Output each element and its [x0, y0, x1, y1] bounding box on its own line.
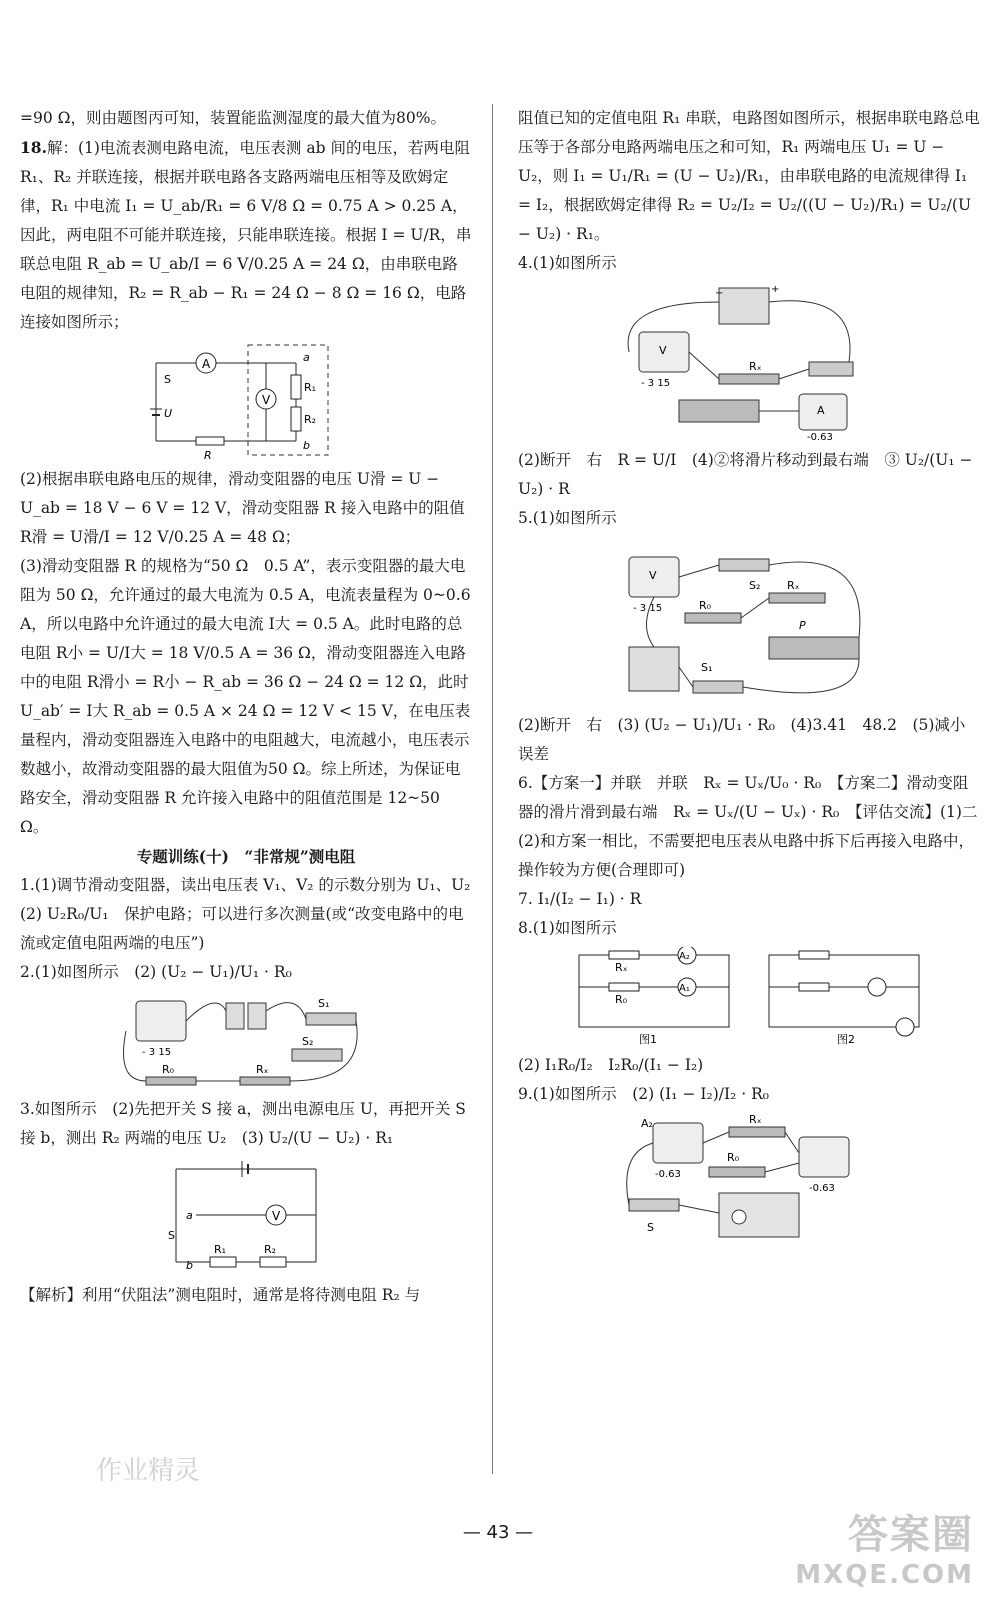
voltmeter-label: V: [649, 569, 657, 582]
ammeter-a2-label: A₂: [679, 951, 690, 962]
circuit-diagram-9: [619, 1113, 879, 1253]
figure-caption-1: 图1: [639, 1033, 657, 1046]
rx-label: Rₓ: [749, 1113, 762, 1126]
question-1: 1.(1)调节滑动变阻器，读出电压表 V₁、V₂ 的示数分别为 U₁、U₂ (2) U₂R₀/U₁ 保护电路；可以进行多次测量(或“改变电路中的电流或定值电阻两端的电压”): [20, 876, 486, 952]
voltmeter-scale: - 3 15: [142, 1047, 172, 1058]
question-9: 9.(1)如图所示 (2) (I₁ − I₂)/I₂ · R₀: [518, 1085, 769, 1103]
source-label: U: [164, 407, 173, 420]
question-5-answers: (2)断开 右 (3) (U₂ − U₁)/U₁ · R₀ (4)3.41 48.2 (5)减小误差: [518, 716, 966, 763]
ammeter-a1-label: A₁: [679, 983, 690, 994]
voltmeter-label: V: [659, 344, 667, 357]
question-18-part2: (2)根据串联电路电压的规律，滑动变阻器的电压 U滑 = U − U_ab = 18 V − 6 V = 12 V，滑动变阻器 R 接入电路中的阻值 R滑 = U滑/I = 12 V/0.25 A = 48 Ω；: [20, 470, 465, 546]
question-4: 4.(1)如图所示: [518, 254, 617, 272]
left-column: [20, 104, 486, 1310]
r2-label: R₂: [304, 413, 317, 426]
rheostat-label: R: [204, 449, 212, 461]
circuit-diagram-18: [136, 341, 356, 461]
rx-label: Rₓ: [787, 579, 800, 592]
column-divider: [492, 104, 493, 1474]
circuit-diagram-3: [156, 1157, 336, 1277]
node-b-label: b: [186, 1259, 193, 1272]
figure-8-2: [769, 951, 919, 1046]
slider-p-label: P: [799, 619, 806, 632]
rx-label: Rₓ: [615, 961, 628, 974]
voltmeter-scale: - 3 15: [633, 603, 663, 614]
rx-label: Rₓ: [749, 360, 762, 373]
r2-label: R₂: [264, 1243, 277, 1256]
question-4-answers: (2)断开 右 R = U/I (4)②将滑片移动到最右端 ③ U₂/(U₁ − U₂) · R: [518, 451, 973, 498]
site-watermark: [795, 1503, 974, 1590]
circuit-diagram-2: [106, 991, 386, 1091]
question-18-part1: [20, 133, 472, 337]
r1-label: R₁: [214, 1243, 227, 1256]
circuit-diagram-4: [619, 282, 879, 442]
ammeter-label: A: [202, 357, 211, 371]
battery-minus: −: [715, 288, 724, 299]
circuit-diagram-5: [619, 537, 879, 707]
voltmeter-scale: - 3 15: [641, 378, 671, 389]
ammeter-label: A: [817, 404, 825, 417]
ammeter-a1-scale: -0.63: [809, 1183, 835, 1194]
watermark-line1: 答案圈: [848, 1512, 974, 1558]
ammeter-scale: -0.63: [807, 432, 833, 442]
node-a-label: a: [186, 1209, 193, 1222]
question-8-answers: (2) I₁R₀/I₂ I₂R₀/(I₁ − I₂): [518, 1056, 704, 1074]
switch-label: S: [164, 373, 171, 386]
rx-label: Rₓ: [256, 1063, 269, 1076]
question-18-text: 解：(1)电流表测电路电流，电压表测 ab 间的电压，若两电阻 R₁、R₂ 并联连接，根据并联电路各支路两端电压相等及欧姆定律，R₁ 中电流 I₁ = U_ab/R₁ = 6 V/8 Ω = 0.75 A > 0.25 A，因此，两电阻不可能并联连接，只能串联连接。根据 I = U/R，串联总电阻 R_ab = U_ab/I = 6 V/0.25 A = 24 Ω，由串联电路电阻的规律知，R₂ = R_ab − R₁ = 24 Ω − 8 Ω = 16 Ω，电路连接如图所示；: [20, 139, 472, 331]
paragraph-humidity: =90 Ω，则由题图丙可知，装置能监测湿度的最大值为80%。: [20, 109, 446, 127]
r0-label: R₀: [615, 993, 628, 1006]
page-number: — 43 —: [462, 1522, 534, 1543]
section-title: 专题训练(十) “非常规”测电阻: [136, 847, 356, 866]
question-number: 18.: [20, 138, 47, 157]
stamp-watermark: 作业精灵: [96, 1456, 201, 1486]
ammeter-a2-scale: -0.63: [655, 1169, 681, 1180]
question-7: 7. I₁/(I₂ − I₁) · R: [518, 890, 642, 908]
node-b-label: b: [303, 439, 310, 452]
switch-s1-label: S₁: [701, 661, 713, 674]
r0-label: R₀: [699, 599, 712, 612]
figure-caption-2: 图2: [837, 1033, 855, 1046]
question-3: 3.如图所示 (2)先把开关 S 接 a，测出电源电压 U，再把开关 S 接 b，测出 R₂ 两端的电压 U₂ (3) U₂/(U − U₂) · R₁: [20, 1100, 466, 1147]
battery-plus: +: [771, 284, 780, 295]
voltmeter-label: V: [272, 1209, 281, 1223]
question-6: 6.【方案一】并联 并联 Rₓ = Uₓ/U₀ · R₀ 【方案二】滑动变阻器的滑片滑到最右端 Rₓ = Uₓ/(U − Uₓ) · R₀ 【评估交流】(1)二 (2)和方案一相比，不需要把电压表从电路中拆下后再接入电路中，操作较为方便(合理即可): [518, 774, 993, 879]
ammeter-a2-label: A₂: [641, 1117, 653, 1130]
question-3-analysis: 【解析】利用“伏阻法”测电阻时，通常是将待测电阻 R₂ 与: [20, 1286, 421, 1304]
r0-label: R₀: [727, 1151, 740, 1164]
circuit-diagram-8: [569, 947, 929, 1047]
question-5: 5.(1)如图所示: [518, 509, 617, 527]
switch-s1-label: S₁: [318, 997, 330, 1010]
right-column: [518, 104, 993, 1257]
node-a-label: a: [303, 351, 310, 364]
question-3-analysis-continued: 阻值已知的定值电阻 R₁ 串联，电路图如图所示，根据串联电路总电压等于各部分电路两端电压之和可知，R₁ 两端电压 U₁ = U − U₂，则 I₁ = U₁/R₁ = (U − U₂)/R₁，由串联电路的电流规律得 I₁ = I₂，根据欧姆定律得 R₂ = U₂/I₂ = U₂/((U − U₂)/R₁) = U₂/(U − U₂) · R₁。: [518, 109, 980, 243]
r1-label: R₁: [304, 381, 317, 394]
question-18-part3: (3)滑动变阻器 R 的规格为“50 Ω 0.5 A”，表示变阻器的最大电阻为 50 Ω，允许通过的最大电流为 0.5 A，电流表量程为 0~0.6 A，所以电路中允许通过的最大电流 I大 = 0.5 A。此时电路的总电阻 R小 = U/I大 = 18 V/0.5 A = 36 Ω，滑动变阻器连入电路中的电阻 R滑小 = R小 − R_ab = 36 Ω − 24 Ω = 12 Ω，此时 U_ab′ = I大 R_ab = 0.5 A × 24 Ω = 12 V < 15 V，在电压表量程内，滑动变阻器连入电路中的电阻越大，电流越小，电压表示数越小，故滑动变阻器的最大阻值为50 Ω。综上所述，为保证电路安全，滑动变阻器 R 允许接入电路中的阻值范围是 12~50 Ω。: [20, 557, 471, 836]
switch-label: S: [647, 1221, 654, 1234]
switch-s2-label: S₂: [302, 1035, 314, 1048]
question-2: 2.(1)如图所示 (2) (U₂ − U₁)/U₁ · R₀: [20, 963, 292, 981]
watermark-line2: MXQE.COM: [795, 1560, 974, 1590]
r0-label: R₀: [162, 1063, 175, 1076]
voltmeter-label: V: [262, 393, 271, 407]
switch-s2-label: S₂: [749, 579, 761, 592]
question-8: 8.(1)如图所示: [518, 919, 617, 937]
switch-label: S: [168, 1229, 175, 1242]
figure-8-1: [579, 947, 729, 1046]
